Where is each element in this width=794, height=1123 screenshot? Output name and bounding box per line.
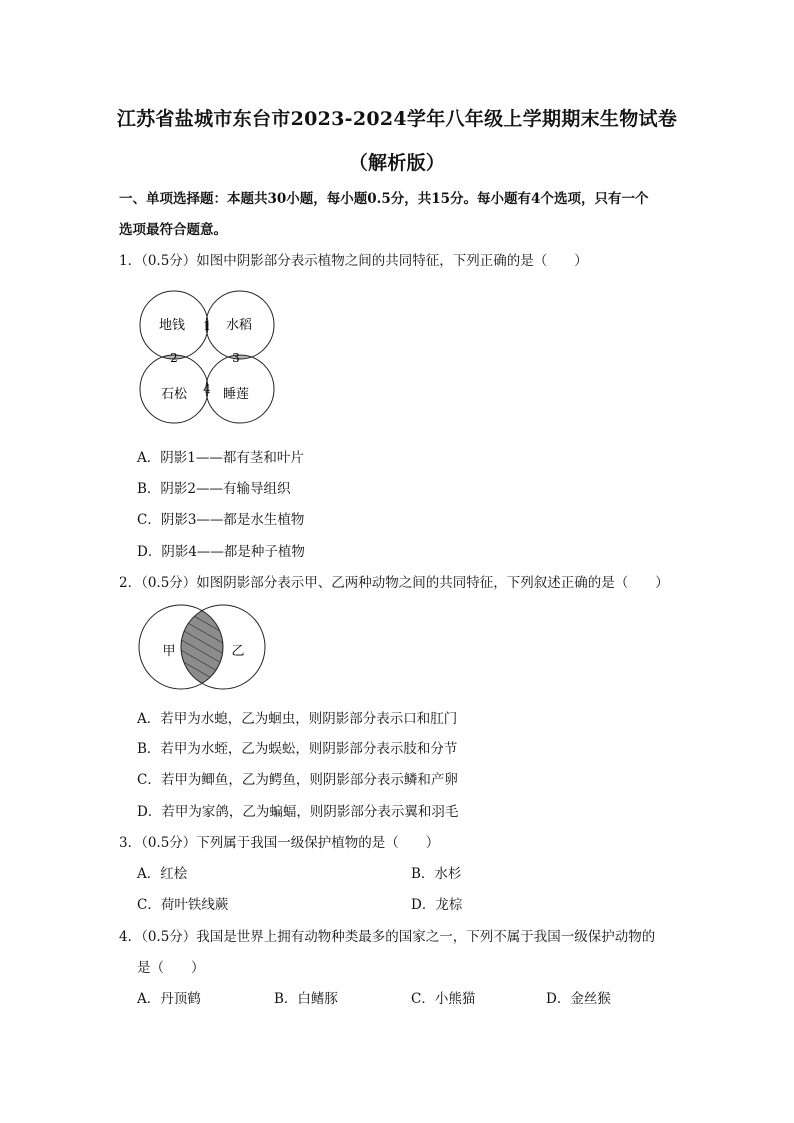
label-shuidao: 水稻 <box>225 318 253 333</box>
q3-option-d[interactable]: D．龙棕 <box>411 897 463 913</box>
section-heading-line2: 选项最符合题意。 <box>119 222 227 238</box>
q3-option-b[interactable]: B．水杉 <box>411 866 462 882</box>
document-subtitle: （解析版） <box>348 152 446 174</box>
region-4-number: 4 <box>203 382 211 396</box>
q1-option-c[interactable]: C．阴影3——都是水生植物 <box>137 512 305 528</box>
label-yi: 乙 <box>231 644 245 659</box>
q1-option-b[interactable]: B．阴影2——有输导组织 <box>137 481 291 497</box>
q2-venn-diagram <box>136 603 271 693</box>
q2-option-b[interactable]: B．若甲为水蛭，乙为蜈蚣，则阴影部分表示肢和分节 <box>137 741 458 757</box>
q3-option-c[interactable]: C．荷叶铁线蕨 <box>137 897 229 913</box>
label-shisong: 石松 <box>160 387 188 402</box>
q2-option-a[interactable]: A．若甲为水螅，乙为蛔虫，则阴影部分表示口和肛门 <box>137 711 458 727</box>
section-heading-line1: 一、单项选择题：本题共30小题，每小题0.5分，共15分。每小题有4个选项，只有一个 <box>119 191 649 207</box>
q4-option-c[interactable]: C．小熊猫 <box>411 991 476 1007</box>
question-3-stem: 3．（0.5分）下列属于我国一级保护植物的是（ ） <box>119 835 440 851</box>
question-4-stem-line2: 是（ ） <box>137 960 205 976</box>
question-2-stem: 2．（0.5分）如图阴影部分表示甲、乙两种动物之间的共同特征，下列叙述正确的是（ ） <box>119 575 669 591</box>
document-title: 江苏省盐城市东台市2023-2024学年八年级上学期期末生物试卷 <box>116 108 678 130</box>
region-2-number: 2 <box>170 351 178 365</box>
label-diqian: 地钱 <box>158 318 186 333</box>
q1-venn-diagram <box>132 276 282 436</box>
question-1-stem: 1．（0.5分）如图中阴影部分表示植物之间的共同特征，下列正确的是（ ） <box>119 253 588 269</box>
q1-option-d[interactable]: D．阴影4——都是种子植物 <box>137 544 305 560</box>
region-3-number: 3 <box>232 351 240 365</box>
q2-option-c[interactable]: C．若甲为鲫鱼，乙为鳄鱼，则阴影部分表示鳞和产卵 <box>137 772 458 788</box>
q2-option-d[interactable]: D．若甲为家鸽，乙为蝙蝠，则阴影部分表示翼和羽毛 <box>137 804 459 820</box>
q1-option-a[interactable]: A．阴影1——都有茎和叶片 <box>137 450 304 466</box>
q4-option-d[interactable]: D．金丝猴 <box>546 991 611 1007</box>
region-1-number: 1 <box>203 319 211 333</box>
q3-option-a[interactable]: A．红桧 <box>137 866 188 882</box>
label-shuilian: 睡莲 <box>222 387 250 402</box>
q4-option-b[interactable]: B．白鳍豚 <box>274 991 338 1007</box>
label-jia: 甲 <box>162 644 176 659</box>
question-4-stem-line1: 4．（0.5分）我国是世界上拥有动物种类最多的国家之一，下列不属于我国一级保护动物的 <box>119 929 656 945</box>
q4-option-a[interactable]: A．丹顶鹤 <box>137 991 201 1007</box>
